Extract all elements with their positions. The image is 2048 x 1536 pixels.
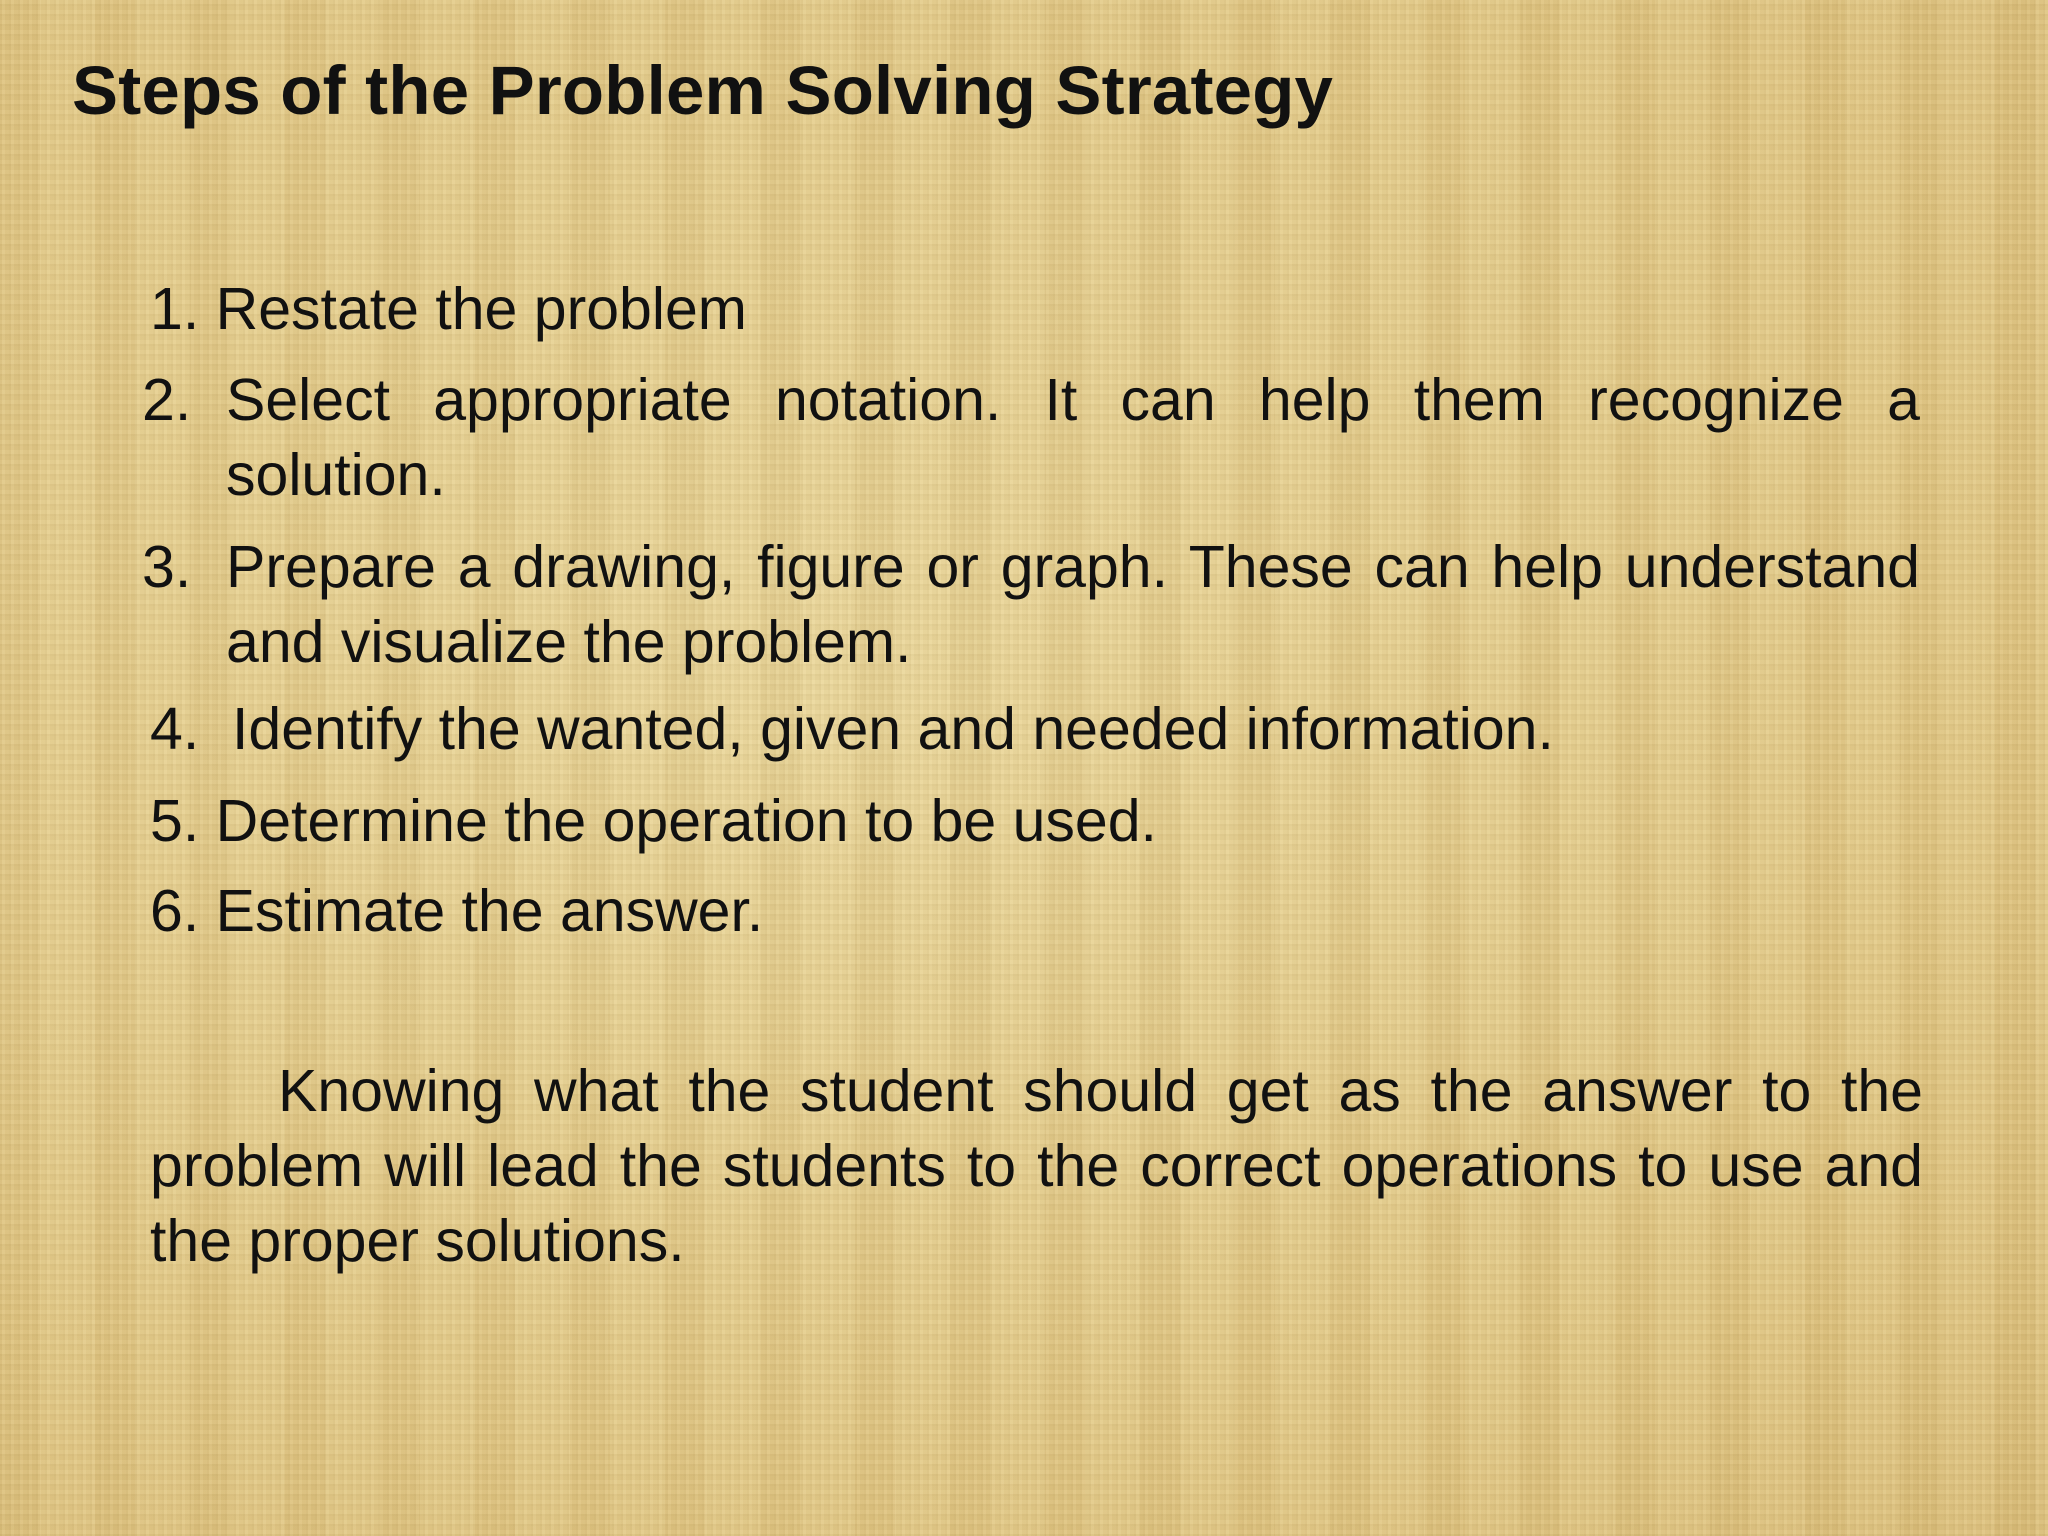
- closing-paragraph: Knowing what the student should get as the answer to the problem will lead the students to the correct operations to use and the proper solutions.: [150, 1058, 1923, 1274]
- step-item-estimate: [150, 874, 763, 949]
- slide-title: Steps of the Problem Solving Strategy: [72, 52, 1334, 129]
- step-text: Prepare a drawing, figure or graph. These can help understand and visualize the problem.: [226, 534, 1920, 675]
- step-item-identify: [150, 692, 1554, 767]
- step-item-operation: [150, 784, 1157, 859]
- step-number: 5.: [150, 788, 200, 854]
- step-item-restate: [150, 272, 747, 347]
- step-number: 4.: [150, 696, 200, 762]
- step-number: 3.: [142, 534, 192, 600]
- step-text: Restate the problem: [215, 276, 747, 342]
- step-item-drawing: [142, 530, 1920, 680]
- step-number: 2.: [142, 367, 192, 433]
- step-text: Identify the wanted, given and needed information.: [232, 696, 1554, 762]
- step-text: Determine the operation to be used.: [215, 788, 1157, 854]
- step-number: 6.: [150, 878, 200, 944]
- step-text: Estimate the answer.: [215, 878, 764, 944]
- step-number: 1.: [150, 276, 200, 342]
- step-item-notation: [142, 363, 1920, 513]
- step-text: Select appropriate notation. It can help them recognize a solution.: [226, 367, 1920, 508]
